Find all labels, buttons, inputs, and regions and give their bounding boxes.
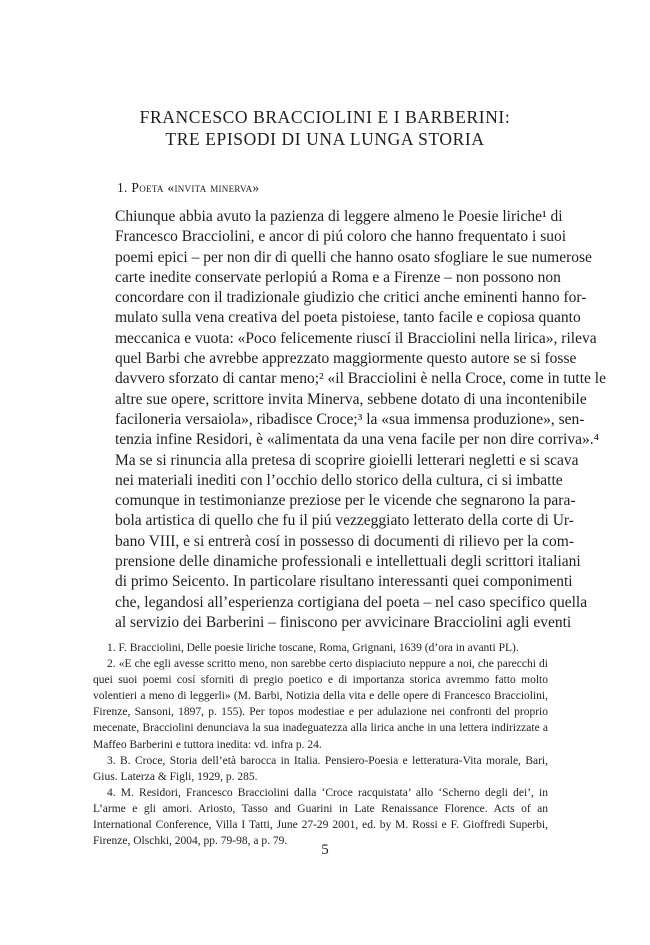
footnote-3: 3. B. Croce, Storia dell’età barocca in Italia. Pensiero-Poesia e letteratura-Vita morale, Bari, Gius. Laterza & Figli, 1929, p. 285. <box>93 754 548 783</box>
footnote-1: 1. F. Bracciolini, Delle poesie liriche toscane, Roma, Grignani, 1639 (d’ora in avanti PL). <box>107 642 519 654</box>
paragraph-line: che, legandosi all’esperienza cortigiana del poeta – nel caso specifico quella <box>115 593 588 611</box>
paragraph-line: bola artistica di quello che fu il piú vezzeggiato letterato della corte di Ur- <box>115 512 574 530</box>
paragraph-line: di primo Seicento. In particolare risultano interessanti quei componimenti <box>115 573 573 591</box>
page-number: 5 <box>321 842 329 858</box>
section-label-b: «invita minerva» <box>167 180 260 195</box>
paragraph-line: concordare con il tradizionale giudizio che critici anche eminenti hanno for- <box>115 289 587 307</box>
chapter-title <box>0 106 650 150</box>
footnotes <box>93 640 548 849</box>
paragraph-1 <box>93 207 606 451</box>
paragraph-line: nei materiali inediti con l’occhio dello storico della cultura, ci si imbatte <box>115 471 563 489</box>
paragraph-line: davvero sforzato di cantar meno;² «il Bracciolini è nella Croce, come in tutte le <box>115 370 606 388</box>
paragraph-line: prensione delle dinamiche professionali e intellettuali degli scrittori italiani <box>115 553 581 571</box>
paragraph-line: al servizio dei Barberini – finiscono per avvicinare Bracciolini agli eventi <box>115 613 572 631</box>
paragraph-line: faciloneria versaiola», ribadisce Croce;³ la «sua immensa produzione», sen- <box>115 410 585 428</box>
paragraph-line: meccanica e vuota: «Poco felicemente riuscí il Bracciolini nella lirica», rileva <box>115 329 597 347</box>
paragraph-line: poemi epici – per non dir di quelli che hanno osato sfogliare le sue numerose <box>115 248 592 266</box>
chapter-title-line-2: TRE EPISODI DI UNA LUNGA STORIA <box>165 129 485 149</box>
paragraph-line: mulato sulla vena creativa del poeta pistoiese, tanto facile e copiosa quanto <box>115 309 581 327</box>
paragraph-line: altre sue opere, scrittore invita Minerva, sebbene dotato di una incontenibile <box>115 390 587 408</box>
paragraph-line: bano VIII, e si entrerà cosí in possesso di documenti di rilievo per la com- <box>115 532 574 550</box>
paragraph-line: Francesco Bracciolini, e ancor di piú coloro che hanno frequentato i suoi <box>115 228 567 246</box>
paragraph-line: Chiunque abbia avuto la pazienza di leggere almeno le Poesie liriche¹ di <box>115 208 563 225</box>
footnote-4: 4. M. Residori, Francesco Bracciolini dalla ‘Croce racquistata’ allo ‘Scherno degli dei’, in L’arme e gli amori. Ariosto, Tasso and Guarini in Late Renaissance Florence. Acts of an International Conference, Villa I Tatti, June 27-29 2001, ed. by M. Rossi e F. Gioffredi Superbi, Firenze, Olschki, 2004, pp. 79-98, a p. 79. <box>93 786 548 848</box>
footnote-2: 2. «E che egli avesse scritto meno, non sarebbe certo dispiaciuto neppure a noi, che parecchi di quei suoi poemi cosí sforniti di pregio poetico e di importanza storica avremmo fatto molto volentieri a meno di leggerli» (M. Barbi, Notizia della vita e delle opere di Francesco Bracciolini, Firenze, Sansoni, 1897, p. 155). Per topos modestiae e per adulazione nei confronti del proprio mecenate, Bracciolini denunciava la sua inadeguatezza alla lirica anche in una lettera indirizzate a Maffeo Barberini e tuttora inedita: vd. infra p. 24. <box>93 658 548 751</box>
paragraph-2 <box>93 451 588 634</box>
section-number: 1. <box>117 180 128 195</box>
paragraph-line: carte inedite conservate perlopiú a Roma e a Firenze – non possono non <box>115 268 561 286</box>
paragraph-line: quel Barbi che avrebbe apprezzato maggiormente questo autore se si fosse <box>115 350 577 368</box>
paragraph-line: tenzia infine Residori, è «alimentata da una vena facile per non dire corriva».⁴ <box>115 431 599 449</box>
body-text <box>93 207 606 633</box>
paragraph-line: comunque in testimonianze preziose per le vicende che segnarono la para- <box>115 492 576 510</box>
paragraph-line: Ma se si rinuncia alla pretesa di scoprire gioielli letterari negletti e si scava <box>115 451 579 469</box>
section-heading <box>117 180 259 196</box>
section-label-a: Poeta <box>131 180 164 195</box>
chapter-title-line-1: FRANCESCO BRACCIOLINI E I BARBERINI: <box>139 107 511 127</box>
